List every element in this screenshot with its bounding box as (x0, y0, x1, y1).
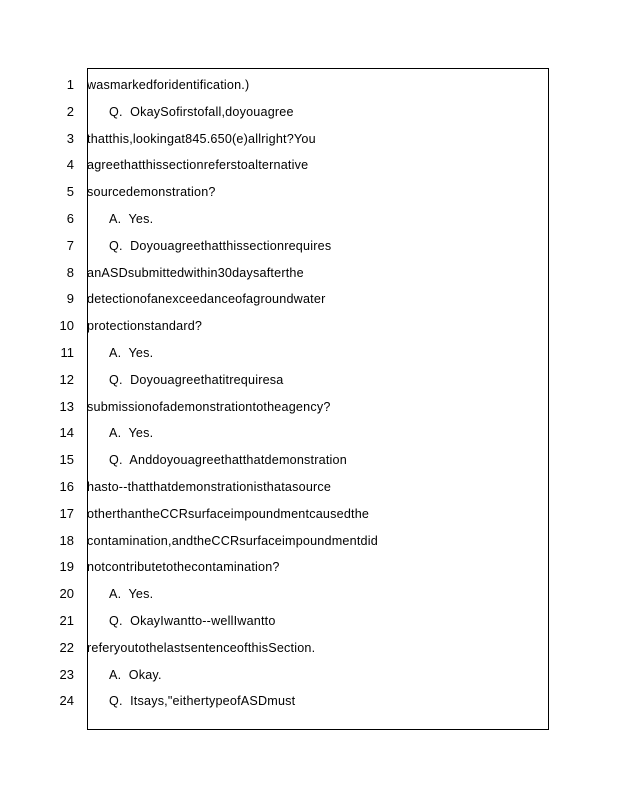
question-line: Q. Doyouagreethatitrequiresa (109, 372, 284, 387)
line-number: 5 (66, 184, 74, 200)
line-number: 10 (59, 318, 74, 334)
transcript-text (87, 75, 547, 718)
line-number: 15 (59, 452, 74, 468)
question-line: Q. Itsays,"eithertypeofASDmust (109, 694, 296, 709)
line-number: 6 (66, 210, 74, 226)
line-number-column (40, 75, 74, 718)
line-number: 20 (59, 586, 74, 602)
question-line: Q. Anddoyouagreethatthatdemonstration (109, 453, 347, 468)
transcript-line: wasmarkedforidentification.) (87, 78, 250, 92)
transcript-line: agreethatthissectionreferstoalternative (87, 158, 309, 173)
line-number: 4 (66, 157, 74, 173)
line-number: 18 (59, 532, 74, 548)
answer-line: A. Yes. (109, 211, 154, 226)
answer-line: A. Yes. (109, 345, 154, 360)
transcript-line: hasto--thatthatdemonstrationisthatasource (87, 479, 332, 494)
line-number: 1 (66, 77, 74, 92)
line-number: 22 (59, 639, 74, 655)
transcript-line: protectionstandard? (87, 319, 203, 334)
question-line: Q. Doyouagreethatthissectionrequires (109, 238, 332, 253)
line-number: 11 (60, 344, 74, 360)
line-number: 24 (59, 693, 74, 709)
transcript-line: submissionofademonstrationtotheagency? (87, 399, 331, 414)
line-number: 13 (59, 398, 74, 414)
transcript-line: contamination,andtheCCRsurfaceimpoundmentdid (87, 533, 378, 548)
answer-line: A. Yes. (109, 426, 154, 441)
line-number: 19 (59, 559, 74, 575)
question-line: Q. OkayIwantto--wellIwantto (109, 613, 276, 628)
line-number: 17 (59, 505, 74, 521)
line-number: 21 (59, 612, 74, 628)
line-number: 7 (66, 237, 74, 253)
question-line: Q. OkaySofirstofall,doyouagree (109, 104, 294, 119)
transcript-line: referyoutothelastsentenceofthisSection. (87, 640, 316, 655)
line-number: 16 (59, 478, 74, 494)
transcript-line: detectionofanexceedanceofagroundwater (87, 292, 326, 307)
line-number: 12 (59, 371, 74, 387)
line-number: 2 (66, 103, 74, 119)
line-number: 9 (66, 291, 74, 307)
transcript-line: otherthantheCCRsurfaceimpoundmentcausedthe (87, 506, 370, 521)
transcript-line: sourcedemonstration? (87, 185, 216, 200)
transcript-line: anASDsubmittedwithin30daysafterthe (87, 265, 304, 280)
line-number: 8 (66, 264, 74, 280)
answer-line: A. Yes. (109, 587, 154, 602)
line-number: 23 (59, 666, 74, 682)
line-number: 14 (59, 425, 74, 441)
answer-line: A. Okay. (109, 667, 162, 682)
line-number: 3 (66, 130, 74, 146)
transcript-line: thatthis,lookingat845.650(e)allright?You (87, 131, 316, 146)
transcript-line: notcontributetothecontamination? (87, 560, 280, 575)
